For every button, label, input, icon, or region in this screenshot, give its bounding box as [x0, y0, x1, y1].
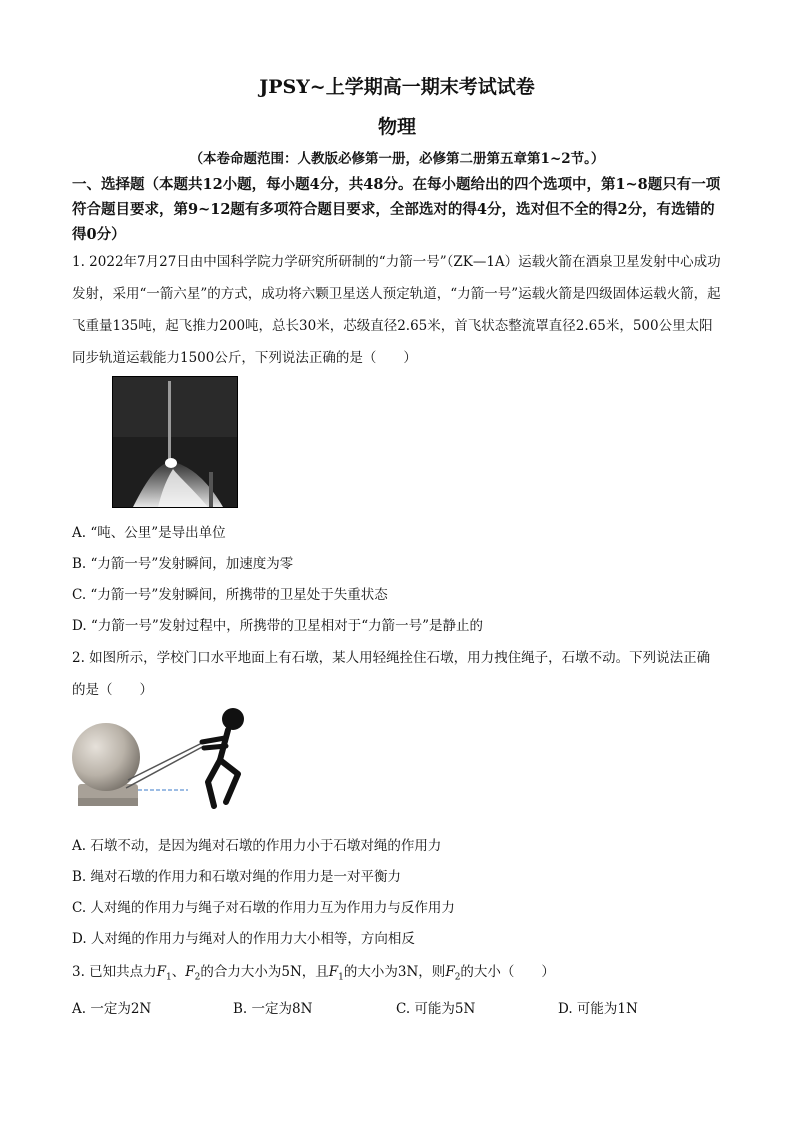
q3-stem-part-c: 的大小为3N，则 — [343, 964, 446, 980]
q1-option-a: A. “吨、公里”是导出单位 — [72, 525, 226, 541]
q2-option-c: C. 人对绳的作用力与绳子对石墩的作用力互为作用力与反作用力 — [72, 900, 455, 916]
q2-option-a: A. 石墩不动，是因为绳对石墩的作用力小于石墩对绳的作用力 — [72, 838, 442, 854]
force-symbol: F — [185, 964, 195, 980]
force-symbol: F — [328, 964, 339, 980]
question-2-stem: 2. 如图所示，学校门口水平地面上有石墩，某人用轻绳拴住石墩，用力拽住绳子，石墩不动。下列说法正确的是（ ） — [72, 650, 711, 698]
force-symbol: F — [445, 964, 455, 980]
subject-title: 物理 — [377, 116, 416, 138]
q2-option-d: D. 人对绳的作用力与绳对人的作用力大小相等，方向相反 — [72, 931, 415, 947]
q1-option-d: D. “力箭一号”发射过程中，所携带的卫星相对于“力箭一号”是静止的 — [72, 618, 484, 634]
rocket-launch-image — [113, 377, 237, 507]
q3-option-d: D. 可能为1N — [558, 1001, 638, 1017]
exam-scope: （本卷命题范围：人教版必修第一册，必修第二册第五章第1~2节。） — [189, 151, 605, 167]
exam-title: JPSY~上学期高一期末考试试卷 — [259, 76, 535, 98]
q3-stem-part-a: 3. 已知共点力 — [72, 964, 157, 980]
q1-option-c: C. “力箭一号”发射瞬间，所携带的卫星处于失重状态 — [72, 587, 388, 603]
q1-option-b: B. “力箭一号”发射瞬间，加速度为零 — [72, 556, 294, 572]
force-subscript: 1 — [166, 972, 172, 983]
rocket-launch-photo — [112, 376, 238, 508]
q2-option-b: B. 绳对石墩的作用力和石墩对绳的作用力是一对平衡力 — [72, 869, 402, 885]
question-1-stem: 1. 2022年7月27日由中国科学院力学研究所研制的“力箭一号”（ZK—1A）运载火箭在酒泉卫星发射中心成功发射，采用“一箭六星”的方式，成功将六颗卫星送人预定轨道，“力箭一号”运载火箭是四级固体运载火箭，起飞重量135吨，起飞推力200吨，总长30米，芯级直径2.65米，首飞状态整流罩直径2.65米，500公里太阳同步轨道运载能力1500公斤，下列说法正确的是（ ） — [72, 254, 721, 366]
force-subscript: 2 — [194, 972, 201, 983]
q3-separator: 、 — [171, 964, 186, 980]
stone-pier-figure — [70, 702, 270, 812]
force-symbol: F — [156, 964, 167, 980]
stone-pier-illustration — [70, 702, 270, 812]
q3-option-b: B. 一定为8N — [233, 1001, 313, 1017]
force-subscript: 1 — [338, 972, 344, 983]
question-3-stem — [72, 960, 722, 983]
section-instructions: 一、选择题（本题共12小题，每小题4分，共48分。在每小题给出的四个选项中，第1~8题只有一项符合题目要求，第9~12题有多项符合题目要求，全部选对的得4分，选对但不全的得2分，有选错的得0分） — [72, 176, 721, 243]
q3-stem-part-b: 的合力大小为5N，且 — [200, 964, 329, 980]
q3-option-c: C. 可能为5N — [396, 1001, 476, 1017]
force-subscript: 2 — [454, 972, 461, 983]
q3-stem-part-d: 的大小（ ） — [460, 964, 555, 980]
q3-option-a: A. 一定为2N — [72, 1001, 152, 1017]
